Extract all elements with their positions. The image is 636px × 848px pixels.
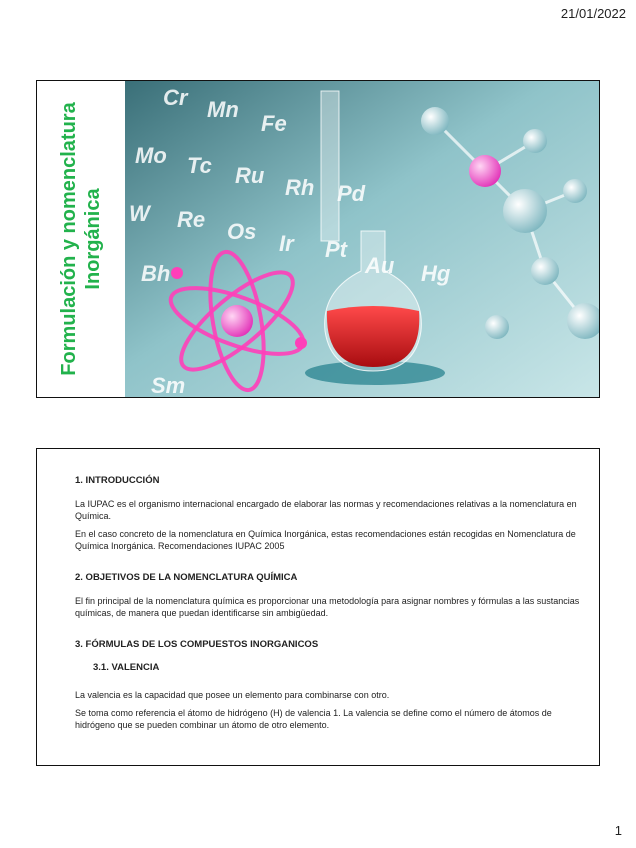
print-date: 21/01/2022 [560,6,626,21]
page-number: 1 [614,823,622,838]
paragraph: La valencia es la capacidad que posee un elemento para combinarse con otro. [75,690,390,700]
paragraph: La IUPAC es el organismo internacional encargado de elaborar las normas y recomendaciones relativas a la nomenclatura en Química. [75,499,577,521]
element-cr: Cr [163,85,188,110]
element-mn: Mn [207,97,239,122]
atom-sphere-pink [469,155,501,187]
element-tc: Tc [187,153,212,178]
element-bh: Bh [141,261,171,286]
paragraph: Se toma como referencia el átomo de hidrógeno (H) de valencia 1. La valencia se define como el número de átomos de hidrógeno que se pueden combinar un átomo de otro elemento. [75,708,552,730]
title-panel [37,81,125,397]
element-re: Re [177,207,206,232]
element-ir: Ir [279,231,294,256]
element-os: Os [227,219,257,244]
paragraph: El fin principal de la nomenclatura química es proporcionar una metodología para asignar nombres y fórmulas a las sustancias químicas, de manera que puedan identificarse sin ambigüedad. [75,596,580,618]
subsection-heading-valencia: 3.1. VALENCIA [93,662,160,673]
element-rh: Rh [285,175,315,200]
slide-title [57,102,105,375]
element-ru: Ru [235,163,265,188]
section-heading-introduccion: 1. INTRODUCCIÓN [75,475,160,486]
slide-title-line2: Inorgánica [82,188,104,290]
section-heading-formulas: 3. FÓRMULAS DE LOS COMPUESTOS INORGANICOS [75,639,319,650]
atom-sphere-large [503,189,547,233]
title-slide [36,80,600,398]
section-heading-objetivos: 2. OBJETIVOS DE LA NOMENCLATURA QUÍMICA [75,572,298,583]
content-slide [36,448,600,766]
chemistry-illustration [125,81,600,398]
atom-sphere [523,129,547,153]
slide-title-line1: Formulación y nomenclatura [58,102,80,376]
atom-sphere [485,315,509,339]
atom-sphere [563,179,587,203]
element-pd: Pd [337,181,366,206]
element-hg: Hg [421,261,451,286]
atom-sphere [531,257,559,285]
element-mo: Mo [135,143,167,168]
element-sm: Sm [151,373,186,398]
element-pt: Pt [325,237,347,262]
element-w: W [129,201,150,226]
element-au: Au [365,253,395,278]
paragraph: En el caso concreto de la nomenclatura en Química Inorgánica, estas recomendaciones están recogidas en Nomenclatura de Química Inorgánica. Recomendaciones IUPAC 2005 [75,529,576,551]
atom-sphere [421,107,449,135]
element-fe: Fe [261,111,287,136]
